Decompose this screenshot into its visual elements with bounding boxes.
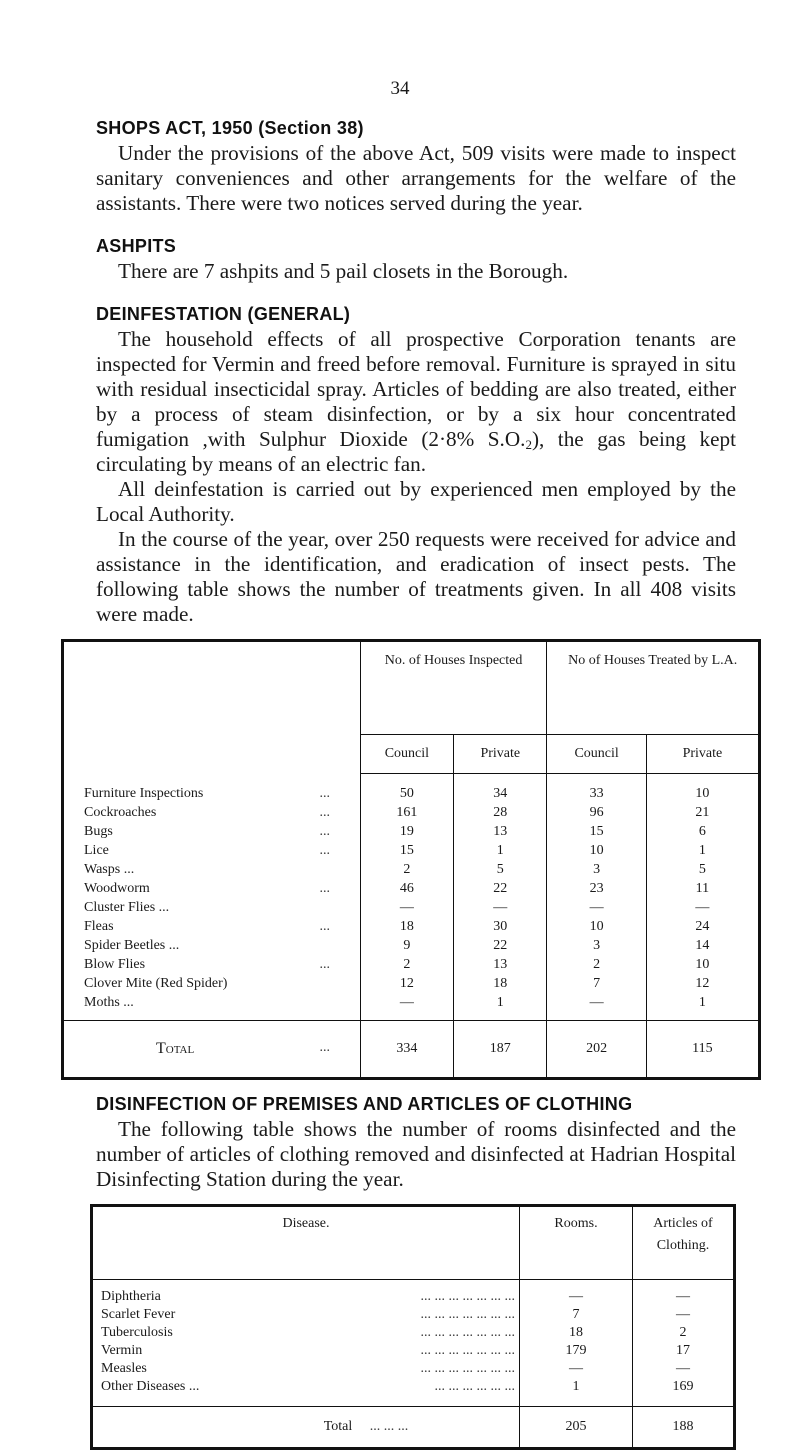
disinfection-paragraph: The following table shows the number of rooms disinfected and the number of articles of clothing removed and disinfected at Hadrian Hospital Disinfecting Station during the year. [96, 1116, 736, 1191]
deinfestation-paragraph-1 [96, 327, 736, 477]
private-inspected-value: 18 [454, 974, 547, 993]
council-treated-value: 3 [547, 860, 646, 879]
total-council-inspected: 334 [360, 1020, 453, 1078]
disinfection-table-total-row [92, 1406, 735, 1448]
deinfestation-table-body [63, 784, 760, 1021]
council-inspected-value: — [360, 993, 453, 1012]
col-private-treated: Private [646, 735, 759, 774]
total-private-inspected: 187 [454, 1020, 547, 1078]
treatment-label: Cockroaches [84, 804, 157, 820]
private-inspected-value: 30 [454, 917, 547, 936]
treatment-row [63, 784, 760, 803]
row-dots: ... [319, 804, 330, 820]
treatment-row [63, 993, 760, 1012]
rooms-value: 7 [520, 1306, 633, 1324]
articles-value: — [632, 1306, 734, 1324]
disease-row-dots: ... ... ... ... ... ... ... [420, 1360, 515, 1376]
disease-label: Measles [101, 1360, 147, 1376]
disease-row [92, 1360, 735, 1378]
council-inspected-value: 15 [360, 841, 453, 860]
private-treated-value: 6 [646, 822, 759, 841]
disinfection-table [90, 1204, 736, 1450]
private-inspected-value: 22 [454, 936, 547, 955]
col-private-inspected: Private [454, 735, 547, 774]
houses-treated-header: No of Houses Treated by L.A. [547, 641, 760, 735]
private-treated-value: 11 [646, 879, 759, 898]
treatment-row [63, 974, 760, 993]
disease-label: Scarlet Fever [101, 1306, 176, 1322]
council-treated-value: 3 [547, 936, 646, 955]
council-inspected-value: 9 [360, 936, 453, 955]
row-dots: ... [319, 785, 330, 801]
private-inspected-value: 13 [454, 955, 547, 974]
rooms-column-header: Rooms. [520, 1205, 633, 1279]
ashpits-paragraph: There are 7 ashpits and 5 pail closets in the Borough. [118, 259, 569, 283]
disease-row [92, 1306, 735, 1324]
disinfection-table-body [92, 1288, 735, 1407]
private-treated-value: 14 [646, 936, 759, 955]
ashpits-heading: ASHPITS [96, 236, 177, 256]
council-treated-value: 10 [547, 841, 646, 860]
disease-label: Other Diseases ... [101, 1378, 200, 1394]
treatment-label: Blow Flies [84, 956, 146, 972]
rooms-value: — [520, 1288, 633, 1306]
houses-inspected-header: No. of Houses Inspected [360, 641, 547, 735]
treatment-label: Wasps ... [84, 861, 135, 877]
col-council-inspected: Council [360, 735, 453, 774]
row-dots: ... [319, 956, 330, 972]
treatment-row [63, 841, 760, 860]
private-inspected-value: 1 [454, 993, 547, 1012]
council-treated-value: 2 [547, 955, 646, 974]
council-treated-value: — [547, 993, 646, 1012]
deinfestation-paragraph-3: In the course of the year, over 250 requests were received for advice and assistance in the identification, and eradication of insect pests. The following table shows the number of treatments given. In all 408 visits were made. [96, 527, 736, 626]
council-treated-value: 96 [547, 803, 646, 822]
private-treated-value: 21 [646, 803, 759, 822]
total-dots: ... [319, 1039, 330, 1055]
disinfection-total-rooms: 205 [520, 1406, 633, 1448]
rooms-value: 18 [520, 1324, 633, 1342]
deinfestation-table-total-row [63, 1020, 760, 1078]
council-treated-value: 7 [547, 974, 646, 993]
disease-row-dots: ... ... ... ... ... ... ... [420, 1288, 515, 1304]
articles-value: — [632, 1360, 734, 1378]
private-inspected-value: 34 [454, 784, 547, 803]
disease-row [92, 1288, 735, 1306]
treatment-label: Furniture Inspections [84, 785, 204, 801]
council-inspected-value: 161 [360, 803, 453, 822]
disease-row-dots: ... ... ... ... ... ... ... [420, 1342, 515, 1358]
treatment-row [63, 822, 760, 841]
row-dots: ... [319, 880, 330, 896]
private-treated-value: 10 [646, 784, 759, 803]
disease-row [92, 1378, 735, 1396]
deinfestation-table [61, 639, 761, 1080]
disease-label: Diphtheria [101, 1288, 161, 1304]
row-dots: ... [319, 823, 330, 839]
private-treated-value: 5 [646, 860, 759, 879]
page-content [84, 118, 738, 1450]
private-inspected-value: 13 [454, 822, 547, 841]
articles-column-header: Articles of Clothing. [632, 1205, 734, 1279]
council-inspected-value: 18 [360, 917, 453, 936]
private-treated-value: 24 [646, 917, 759, 936]
private-inspected-value: 1 [454, 841, 547, 860]
rooms-value: — [520, 1360, 633, 1378]
row-dots: ... [319, 918, 330, 934]
treatment-label: Woodworm [84, 880, 150, 896]
council-treated-value: 15 [547, 822, 646, 841]
council-inspected-value: 2 [360, 860, 453, 879]
treatment-label: Spider Beetles ... [84, 937, 180, 953]
treatment-label: Lice [84, 842, 109, 858]
treatment-label: Bugs [84, 823, 113, 839]
council-inspected-value: 2 [360, 955, 453, 974]
council-inspected-value: — [360, 898, 453, 917]
disease-column-header: Disease. [92, 1205, 520, 1279]
col-council-treated: Council [547, 735, 646, 774]
treatment-label: Moths ... [84, 994, 134, 1010]
articles-value: 17 [632, 1342, 734, 1360]
label-column-header [63, 641, 361, 774]
disease-label: Tuberculosis [101, 1324, 173, 1340]
council-treated-value: 33 [547, 784, 646, 803]
shops-act-paragraph: Under the provisions of the above Act, 509 visits were made to inspect sanitary conveniences and other arrangements for the welfare of the assistants. There were two notices served during the year. [96, 141, 736, 215]
treatment-label: Clover Mite (Red Spider) [84, 975, 228, 991]
shops-act-heading: SHOPS ACT, 1950 (Section 38) [96, 118, 364, 138]
disease-row [92, 1342, 735, 1360]
council-inspected-value: 50 [360, 784, 453, 803]
private-inspected-value: — [454, 898, 547, 917]
deinfestation-paragraph-1-part-a: The household effects of all prospective Corporation tenants are inspected for Vermin and freed before removal. Furniture is sprayed in situ with residual insecticidal spray. Articles of bedding are also treated, either by a process of steam disinfection, or by a six hour concentrated fumigation ,with Sulphur Dioxide (2·8% S.O. [96, 327, 736, 451]
total-council-treated: 202 [547, 1020, 646, 1078]
treatment-row [63, 879, 760, 898]
private-treated-value: — [646, 898, 759, 917]
council-treated-value: 10 [547, 917, 646, 936]
disease-row [92, 1324, 735, 1342]
disinfection-heading: DISINFECTION OF PREMISES AND ARTICLES OF CLOTHING [96, 1093, 633, 1114]
deinfestation-heading: DEINFESTATION (GENERAL) [96, 304, 351, 324]
council-treated-value: — [547, 898, 646, 917]
sulphur-dioxide-subscript: 2 [525, 437, 532, 452]
treatment-row [63, 803, 760, 822]
deinfestation-paragraph-1-part-b: ), the gas being kept circulating by means of an electric fan. [96, 427, 736, 476]
private-inspected-value: 28 [454, 803, 547, 822]
private-inspected-value: 22 [454, 879, 547, 898]
deinfestation-table-group-header [63, 641, 760, 735]
total-label: Total [156, 1039, 195, 1057]
treatment-label: Fleas [84, 918, 114, 934]
articles-value: — [632, 1288, 734, 1306]
deinfestation-paragraph-2: All deinfestation is carried out by experienced men employed by the Local Authority. [96, 477, 736, 526]
disease-row-dots: ... ... ... ... ... ... [434, 1378, 515, 1394]
disinfection-total-label: Total [323, 1418, 353, 1434]
articles-value: 2 [632, 1324, 734, 1342]
council-inspected-value: 12 [360, 974, 453, 993]
disease-label: Vermin [101, 1342, 143, 1358]
treatment-row [63, 955, 760, 974]
private-treated-value: 10 [646, 955, 759, 974]
private-treated-value: 12 [646, 974, 759, 993]
private-treated-value: 1 [646, 993, 759, 1012]
private-treated-value: 1 [646, 841, 759, 860]
page-number: 34 [390, 78, 410, 99]
rooms-value: 179 [520, 1342, 633, 1360]
disinfection-total-dots: ... ... ... [369, 1418, 409, 1434]
disinfection-table-header [92, 1205, 735, 1279]
treatment-row [63, 917, 760, 936]
disease-row-dots: ... ... ... ... ... ... ... [420, 1306, 515, 1322]
treatment-label: Cluster Flies ... [84, 899, 170, 915]
row-dots: ... [319, 842, 330, 858]
treatment-row [63, 898, 760, 917]
disease-row-dots: ... ... ... ... ... ... ... [420, 1324, 515, 1340]
treatment-row [63, 860, 760, 879]
private-inspected-value: 5 [454, 860, 547, 879]
articles-value: 169 [632, 1378, 734, 1396]
council-inspected-value: 46 [360, 879, 453, 898]
total-private-treated: 115 [646, 1020, 759, 1078]
council-inspected-value: 19 [360, 822, 453, 841]
rooms-value: 1 [520, 1378, 633, 1396]
treatment-row [63, 936, 760, 955]
disinfection-total-articles: 188 [632, 1406, 734, 1448]
council-treated-value: 23 [547, 879, 646, 898]
